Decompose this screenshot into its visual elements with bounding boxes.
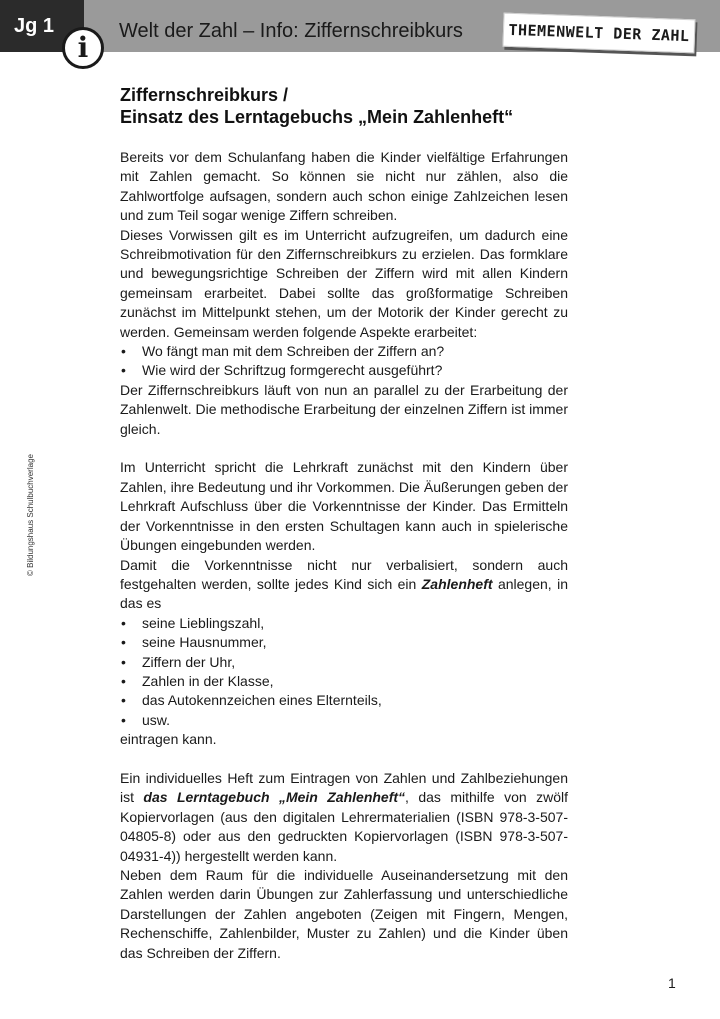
list-item: • seine Hausnummer, [120, 633, 568, 652]
page-number: 1 [668, 975, 676, 991]
theme-badge-label: THEMENWELT DER ZAHL [508, 20, 690, 46]
grade-label: Jg 1 [14, 15, 55, 37]
copyright-note: © Bildungshaus Schulbuchverlage [26, 454, 35, 576]
paragraph: eintragen kann. [120, 731, 217, 748]
paragraph [120, 556, 568, 614]
list-item: • das Autokennzeichen eines Elternteils, [120, 691, 568, 710]
header-title: Welt der Zahl – Info: Ziffernschreibkurs [119, 20, 463, 42]
info-icon-glyph: i [77, 31, 89, 64]
list-item: • usw. [120, 711, 568, 730]
list-item: • seine Lieblingszahl, [120, 614, 568, 633]
theme-badge [502, 13, 695, 54]
page-title [120, 84, 580, 128]
paragraph: Neben dem Raum für die individuelle Auseinandersetzung mit den Zahlen werden darin Übungen zur Zahlerfassung und unterschiedliche Darstellungen der Zahlen angeboten (Zeigen mit Fingern, Mengen, Rechenschiffe, Zahlenbilder, Muster zu Zahlen) und die Kinder üben das Schreiben der Ziffern. [120, 867, 568, 961]
list-item: • Wie wird der Schriftzug formgerecht ausgeführt? [120, 361, 568, 380]
list-item: • Wo fängt man mit dem Schreiben der Ziffern an? [120, 342, 568, 361]
page-title-line-1: Ziffernschreibkurs / [120, 85, 289, 105]
info-icon [62, 27, 104, 69]
list-item: • Ziffern der Uhr, [120, 653, 568, 672]
page-title-line-2: Einsatz des Lerntagebuchs „Mein Zahlenheft“ [120, 107, 514, 127]
list-item: • Zahlen in der Klasse, [120, 672, 568, 691]
paragraph: Im Unterricht spricht die Lehrkraft zunächst mit den Kindern über Zahlen, ihre Bedeutung und ihr Vorkommen. Die Äußerungen geben der Lehrkraft Aufschluss über die Vorkenntnisse der Kinder. Das Ermitteln der Vorkenntnisse in den ersten Schultagen kann auch in spielerische Übungen eingebunden werden. [120, 459, 568, 554]
body-text [120, 148, 568, 963]
text-run: , das mithilfe von zwölf Kopiervorlagen (aus den digitalen Lehrermaterialien (ISBN 978-3-507-04805-8) oder aus den gedruckten Kopiervorlagen (ISBN 978-3-507-04931-4)) hergestellt werden kann. [120, 789, 568, 864]
text-run: Damit die Vorkenntnisse nicht nur verbalisiert, sondern auch festgehalten werden, sollte jedes Kind sich ein [120, 556, 568, 592]
emphasis-zahlenheft: Zahlenheft [421, 575, 493, 592]
paragraph: Dieses Vorwissen gilt es im Unterricht aufzugreifen, um dadurch eine Schreibmotivation für den Ziffernschreibkurs zu erzielen. Das formklare und bewegungsrichtige Schreiben der Ziffern wird mit allen Kindern gemeinsam erarbeitet. Dabei sollte das großformatige Schreiben zunächst im Mittelpunkt stehen, um der Motorik der Kinder gerecht zu werden. Gemeinsam werden folgende Aspekte erarbeitet: [120, 226, 568, 340]
bullet-list [120, 614, 568, 730]
text-run: Ein individuelles Heft zum Eintragen von Zahlen und Zahlbeziehungen ist [120, 769, 568, 806]
paragraph: Bereits vor dem Schulanfang haben die Kinder vielfältige Erfahrungen mit Zahlen gemacht. So können sie nicht nur zählen, also die Zahlwortfolge aufsagen, sondern auch schon einige Zahlzeichen lesen und zum Teil sogar wenige Ziffern schreiben. [120, 149, 568, 224]
paragraph [120, 769, 568, 866]
emphasis-lerntagebuch: das Lerntagebuch „Mein Zahlenheft“ [143, 789, 406, 806]
bullet-list [120, 342, 568, 381]
paragraph: Der Ziffernschreibkurs läuft von nun an parallel zu der Erarbeitung der Zahlenwelt. Die methodische Erarbeitung der einzelnen Ziffern ist immer gleich. [120, 381, 568, 437]
text-run: anlegen, in das es [120, 575, 568, 612]
